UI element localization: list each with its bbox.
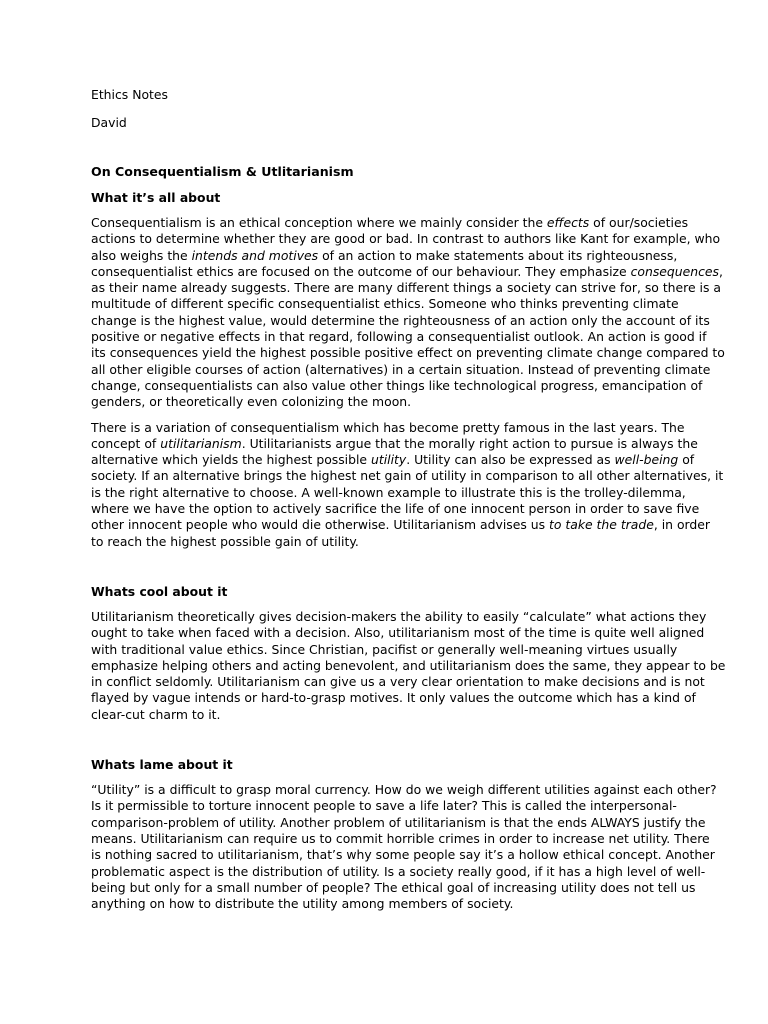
paragraph-line: change is the highest value, would determine the righteousness of an action only the account of its [91, 312, 710, 328]
paragraph-line: emphasize helping others and acting benevolent, and utilitarianism does the same, they appear to be [91, 657, 726, 673]
paragraph-line: ought to take when faced with a decision. Also, utilitarianism most of the time is quite well aligned [91, 625, 705, 641]
paragraph-line: concept of utilitarianism. Utilitarianists argue that the morally right action to pursue is always the [91, 435, 698, 451]
paragraph-line: as their name already suggests. There are many different things a society can strive for, so there is a [91, 280, 721, 296]
section-heading: What it’s all about [91, 190, 221, 205]
paragraph-line: change, consequentialists can also value other things like technological progress, emancipation of [91, 377, 703, 393]
emphasis-text: effects [546, 215, 590, 230]
paragraph-line: where we have the option to actively sacrifice the life of one innocent person in order to save five [91, 501, 700, 517]
emphasis-text: utility [371, 452, 407, 468]
section-spacer [91, 559, 681, 583]
emphasis-text: to take the trade [548, 517, 654, 533]
paragraph-line: consequentialist ethics are focused on the outcome of our behaviour. They emphasize consequences, [91, 263, 723, 279]
paragraph-line: There is a variation of consequentialism which has become pretty famous in the last years. The [91, 419, 685, 435]
header-author: David [91, 115, 127, 130]
emphasis-text: consequences [630, 263, 719, 279]
paragraph-line: multitude of different specific consequentialist ethics. Someone who thinks preventing climate [91, 296, 679, 312]
paragraph-line: in conflict seldomly. Utilitarianism can give us a very clear orientation to make decisions and is not [91, 674, 705, 690]
paragraph-line: society. If an alternative brings the highest net gain of utility in comparison to all other alternatives, it [91, 468, 724, 484]
paragraph-line: its consequences yield the highest possible positive effect on preventing climate change compared to [91, 345, 725, 361]
section-spacer [91, 732, 681, 756]
paragraph-line: comparison-problem of utility. Another problem of utilitarianism is that the ends ALWAYS justify the [91, 814, 706, 830]
emphasis-text: utilitarianism [160, 435, 242, 451]
paragraph [91, 215, 725, 411]
paragraph-line: all other eligible courses of action (alternatives) in a certain situation. Instead of preventing climate [91, 361, 711, 377]
emphasis-text: well-being [614, 452, 679, 468]
paragraph-line: positive or negative effects in that regard, following a consequentialist outlook. An action is good if [91, 329, 707, 345]
paragraph-line: with traditional value ethics. Since Christian, pacifist or generally well-meaning virtues usually [91, 641, 678, 657]
paragraph [91, 782, 717, 912]
paragraph-line: problematic aspect is the distribution of utility. Is a society really good, if it has a high level of well- [91, 863, 706, 879]
paragraph-line: Consequentialism is an ethical conception where we mainly consider the effects of our/societies [91, 215, 689, 230]
paragraph-line: being but only for a small number of people? The ethical goal of increasing utility does not tell us [91, 879, 696, 895]
paragraph-line: Utilitarianism theoretically gives decision-makers the ability to easily “calculate” what actions they [91, 608, 707, 624]
paragraph-line: is the right alternative to choose. A well-known example to illustrate this is the trolley-dilemma, [91, 484, 686, 500]
paragraph-line: alternative which yields the highest possible utility. Utility can also be expressed as well-being of [91, 452, 695, 468]
paragraph [91, 419, 724, 550]
paragraph-line: also weighs the intends and motives of an action to make statements about its righteousness, [91, 247, 678, 263]
document-title: On Consequentialism & Utlitarianism [91, 164, 354, 179]
paragraph-line: clear-cut charm to it. [91, 706, 221, 722]
paragraph-line: “Utility” is a difficult to grasp moral currency. How do we weigh different utilities against each other? [91, 782, 717, 798]
section-heading: Whats cool about it [91, 583, 228, 599]
paragraph-line: genders, or theoretically even colonizing the moon. [91, 394, 412, 410]
paragraph-line: anything on how to distribute the utility among members of society. [91, 896, 514, 912]
paragraph-line: to reach the highest possible gain of utility. [91, 533, 359, 549]
paragraph-line: other innocent people who would die otherwise. Utilitarianism advises us to take the trade, in order [91, 517, 711, 533]
section-heading: Whats lame about it [91, 757, 233, 773]
document-body [91, 86, 726, 921]
paragraph-line: is nothing sacred to utilitarianism, that’s why some people say it’s a hollow ethical concept. Another [91, 847, 715, 863]
sections-container [91, 189, 726, 912]
paragraph [91, 608, 726, 723]
paragraph-line: means. Utilitarianism can require us to commit horrible crimes in order to increase net utility. There [91, 830, 710, 846]
header-title: Ethics Notes [91, 87, 168, 102]
paragraph-line: flayed by vague intends or hard-to-grasp motives. It only values the outcome which has a kind of [91, 690, 696, 706]
paragraph-line: actions to determine whether they are good or bad. In contrast to authors like Kant for example, who [91, 231, 721, 247]
emphasis-text: intends and motives [191, 247, 319, 263]
paragraph-line: Is it permissible to torture innocent people to save a life later? This is called the interpersonal- [91, 798, 677, 814]
